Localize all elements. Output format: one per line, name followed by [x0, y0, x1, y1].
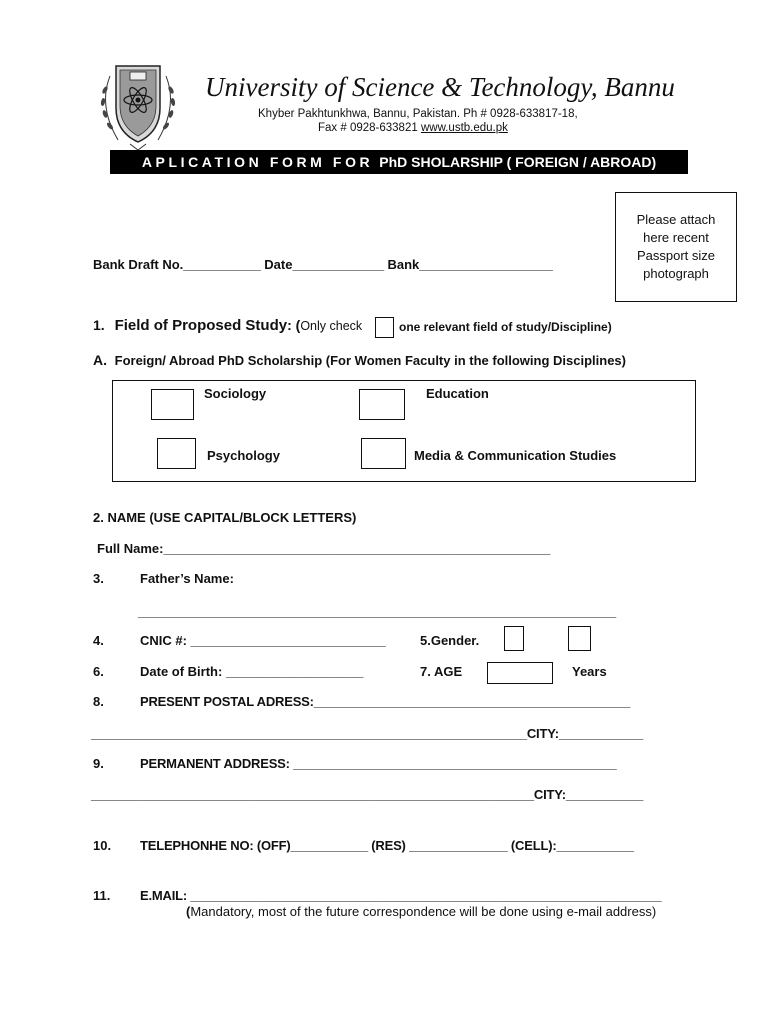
section-1-number: 1.: [93, 317, 105, 333]
full-name-field[interactable]: _______________________________________________________: [163, 541, 551, 556]
gender-female-checkbox[interactable]: [568, 626, 591, 651]
fax-number: Fax # 0928-633821: [318, 122, 418, 134]
full-name-label: Full Name:: [97, 541, 164, 556]
bank-label: Bank: [387, 257, 420, 272]
education-checkbox[interactable]: [359, 389, 405, 420]
example-checkbox[interactable]: [375, 317, 394, 338]
date-field[interactable]: _____________: [292, 257, 384, 272]
section-1-title: Field of Proposed Study: [114, 317, 288, 334]
email-note: [186, 904, 656, 919]
field-4-number: 4.: [93, 633, 104, 648]
field-9-number: 9.: [93, 756, 104, 771]
sociology-checkbox[interactable]: [151, 389, 194, 420]
age-input-box[interactable]: [487, 662, 553, 684]
discipline-education-label: Education: [426, 386, 489, 401]
present-city-field[interactable]: ______________________________________________________________CITY:____________: [91, 726, 644, 741]
photo-instruction-line: Passport size: [636, 248, 716, 263]
photo-instruction-line: Please attach: [636, 212, 716, 227]
permanent-address-field[interactable]: PERMANENT ADDRESS: ______________________________________________: [140, 756, 617, 771]
cnic-field[interactable]: CNIC #: ___________________________: [140, 633, 386, 648]
age-label: 7. AGE: [420, 664, 463, 679]
bank-draft-field[interactable]: ___________: [183, 257, 261, 272]
psychology-checkbox[interactable]: [157, 438, 196, 469]
bank-draft-label: Bank Draft No.: [93, 257, 184, 272]
fathers-name-label: Father’s Name:: [140, 571, 234, 586]
date-label: Date: [264, 257, 293, 272]
photo-instruction-line: photograph: [643, 266, 709, 281]
email-note-paren: (: [186, 904, 191, 919]
fathers-name-field[interactable]: ____________________________________________________________________: [138, 604, 617, 619]
section-1-note-bold: one relevant field of study/Discipline): [399, 320, 612, 334]
permanent-city-field[interactable]: _______________________________________________________________CITY:___________: [91, 787, 644, 802]
full-name-row: [97, 541, 550, 556]
gender-label: 5.Gender.: [420, 633, 480, 648]
discipline-media-label: Media & Communication Studies: [414, 448, 617, 463]
field-10-number: 10.: [93, 838, 112, 853]
media-communication-checkbox[interactable]: [361, 438, 406, 469]
field-6-number: 6.: [93, 664, 104, 679]
field-11-number: 11.: [93, 888, 111, 903]
form-title-spaced: APLICATION FORM FOR: [141, 154, 374, 170]
photo-instruction-line: here recent: [643, 230, 709, 245]
section-a-title: Foreign/ Abroad PhD Scholarship (For Women Faculty in the following Disciplines): [114, 353, 626, 368]
university-name: University of Science & Technology, Bannu: [205, 72, 675, 102]
date-of-birth-field[interactable]: Date of Birth: ___________________: [140, 664, 364, 679]
discipline-sociology-label: Sociology: [204, 386, 267, 401]
form-title-rest: PhD SHOLARSHIP ( FOREIGN / ABROAD): [379, 154, 657, 170]
section-a-heading: [93, 352, 626, 368]
section-1-note: Only check: [300, 319, 363, 333]
section-1-heading: [93, 317, 362, 334]
website-link[interactable]: www.ustb.edu.pk: [420, 122, 508, 134]
email-field[interactable]: E.MAIL: ___________________________________________________________________: [140, 888, 662, 903]
bank-draft-row: [93, 257, 553, 272]
section-a-letter: A.: [93, 352, 107, 368]
age-unit-label: Years: [572, 664, 607, 679]
bank-field[interactable]: ___________________: [419, 257, 553, 272]
university-address: Khyber Pakhtunkhwa, Bannu, Pakistan. Ph # 0928-633817-18,: [258, 108, 578, 120]
university-seal-icon: [96, 56, 180, 152]
form-title-banner: [110, 150, 688, 174]
field-3-number: 3.: [93, 571, 104, 586]
field-8-number: 8.: [93, 694, 104, 709]
name-section-heading: 2. NAME (USE CAPITAL/BLOCK LETTERS): [93, 510, 357, 525]
gender-male-checkbox[interactable]: [504, 626, 524, 651]
telephone-fields[interactable]: TELEPHONHE NO: (OFF)___________ (RES) ______________ (CELL):___________: [140, 838, 634, 853]
passport-photo-box[interactable]: [615, 192, 737, 302]
university-fax-line: [318, 122, 508, 134]
present-address-field[interactable]: PRESENT POSTAL ADRESS:_____________________________________________: [140, 694, 631, 709]
discipline-psychology-label: Psychology: [207, 448, 280, 463]
email-note-text: Mandatory, most of the future correspondence will be done using e-mail address): [190, 904, 657, 919]
section-1-colon: : (: [287, 317, 301, 333]
